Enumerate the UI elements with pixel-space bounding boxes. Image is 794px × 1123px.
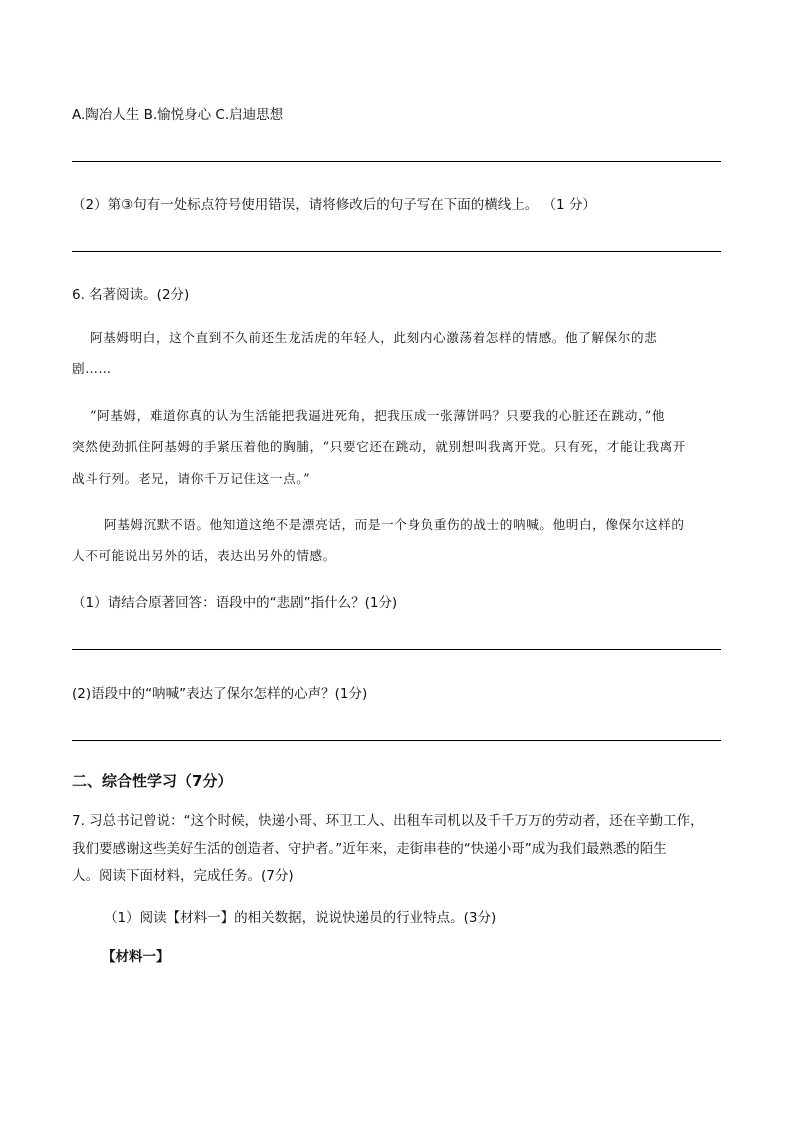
q6-sub2: (2)语段中的“呐喊”表达了保尔怎样的心声？(1分)	[72, 686, 368, 702]
excerpt-para3-line2: 人不可能说出另外的话，表达出另外的情感。	[72, 548, 336, 563]
excerpt-para2-line2: 突然使劲抓住阿基姆的手紧压着他的胸脯，“只要它还在跳动，就别想叫我离开党。只有死，才能让我离开	[72, 439, 686, 454]
q7-sub1: （1）阅读【材料一】的相关数据，说说快递员的行业特点。(3分)	[104, 910, 497, 926]
excerpt-para3-line1: 阿基姆沉默不语。他知道这绝不是漂亮话，而是一个身负重伤的战士的呐喊。他明白，像保尔这样的	[104, 517, 685, 532]
answer-line	[72, 161, 721, 162]
answer-line	[72, 740, 721, 741]
excerpt-para1-line1: 阿基姆明白，这个直到不久前还生龙活虎的年轻人，此刻内心激荡着怎样的情感。他了解保尔的悲	[90, 330, 658, 345]
excerpt-para2-line3: 战斗行列。老兄，请你千万记住这一点。”	[72, 471, 311, 486]
excerpt-para1-line2: 剧……	[72, 361, 112, 376]
q7-intro-line1: 7. 习总书记曾说：“这个时候，快递小哥、环卫工人、出租车司机以及千千万万的劳动者，还在辛勤工作，	[72, 813, 704, 829]
q5-sub2: （2）第③句有一处标点符号使用错误，请将修改后的句子写在下面的横线上。 （1 分）	[72, 197, 596, 213]
q7-intro-line3: 人。阅读下面材料，完成任务。(7分)	[72, 868, 294, 884]
answer-line	[72, 649, 721, 650]
q6-sub1: （1）请结合原著回答：语段中的“悲剧”指什么？(1分)	[72, 595, 398, 611]
answer-line	[72, 251, 721, 252]
excerpt-para2-line1: “阿基姆，难道你真的认为生活能把我逼进死角，把我压成一张薄饼吗？只要我的心脏还在跳动，”他	[90, 408, 666, 423]
q5-options: A.陶冶人生 B.愉悦身心 C.启迪思想	[72, 107, 284, 123]
q7-intro-line2: 我们要感谢这些美好生活的创造者、守护者。”近年来，走街串巷的“快递小哥”成为我们最熟悉的陌生	[72, 841, 667, 857]
q6-title: 6. 名著阅读。(2分)	[72, 287, 190, 303]
material-label: 【材料一】	[102, 949, 170, 965]
section-heading: 二、综合性学习（7分）	[72, 772, 233, 790]
